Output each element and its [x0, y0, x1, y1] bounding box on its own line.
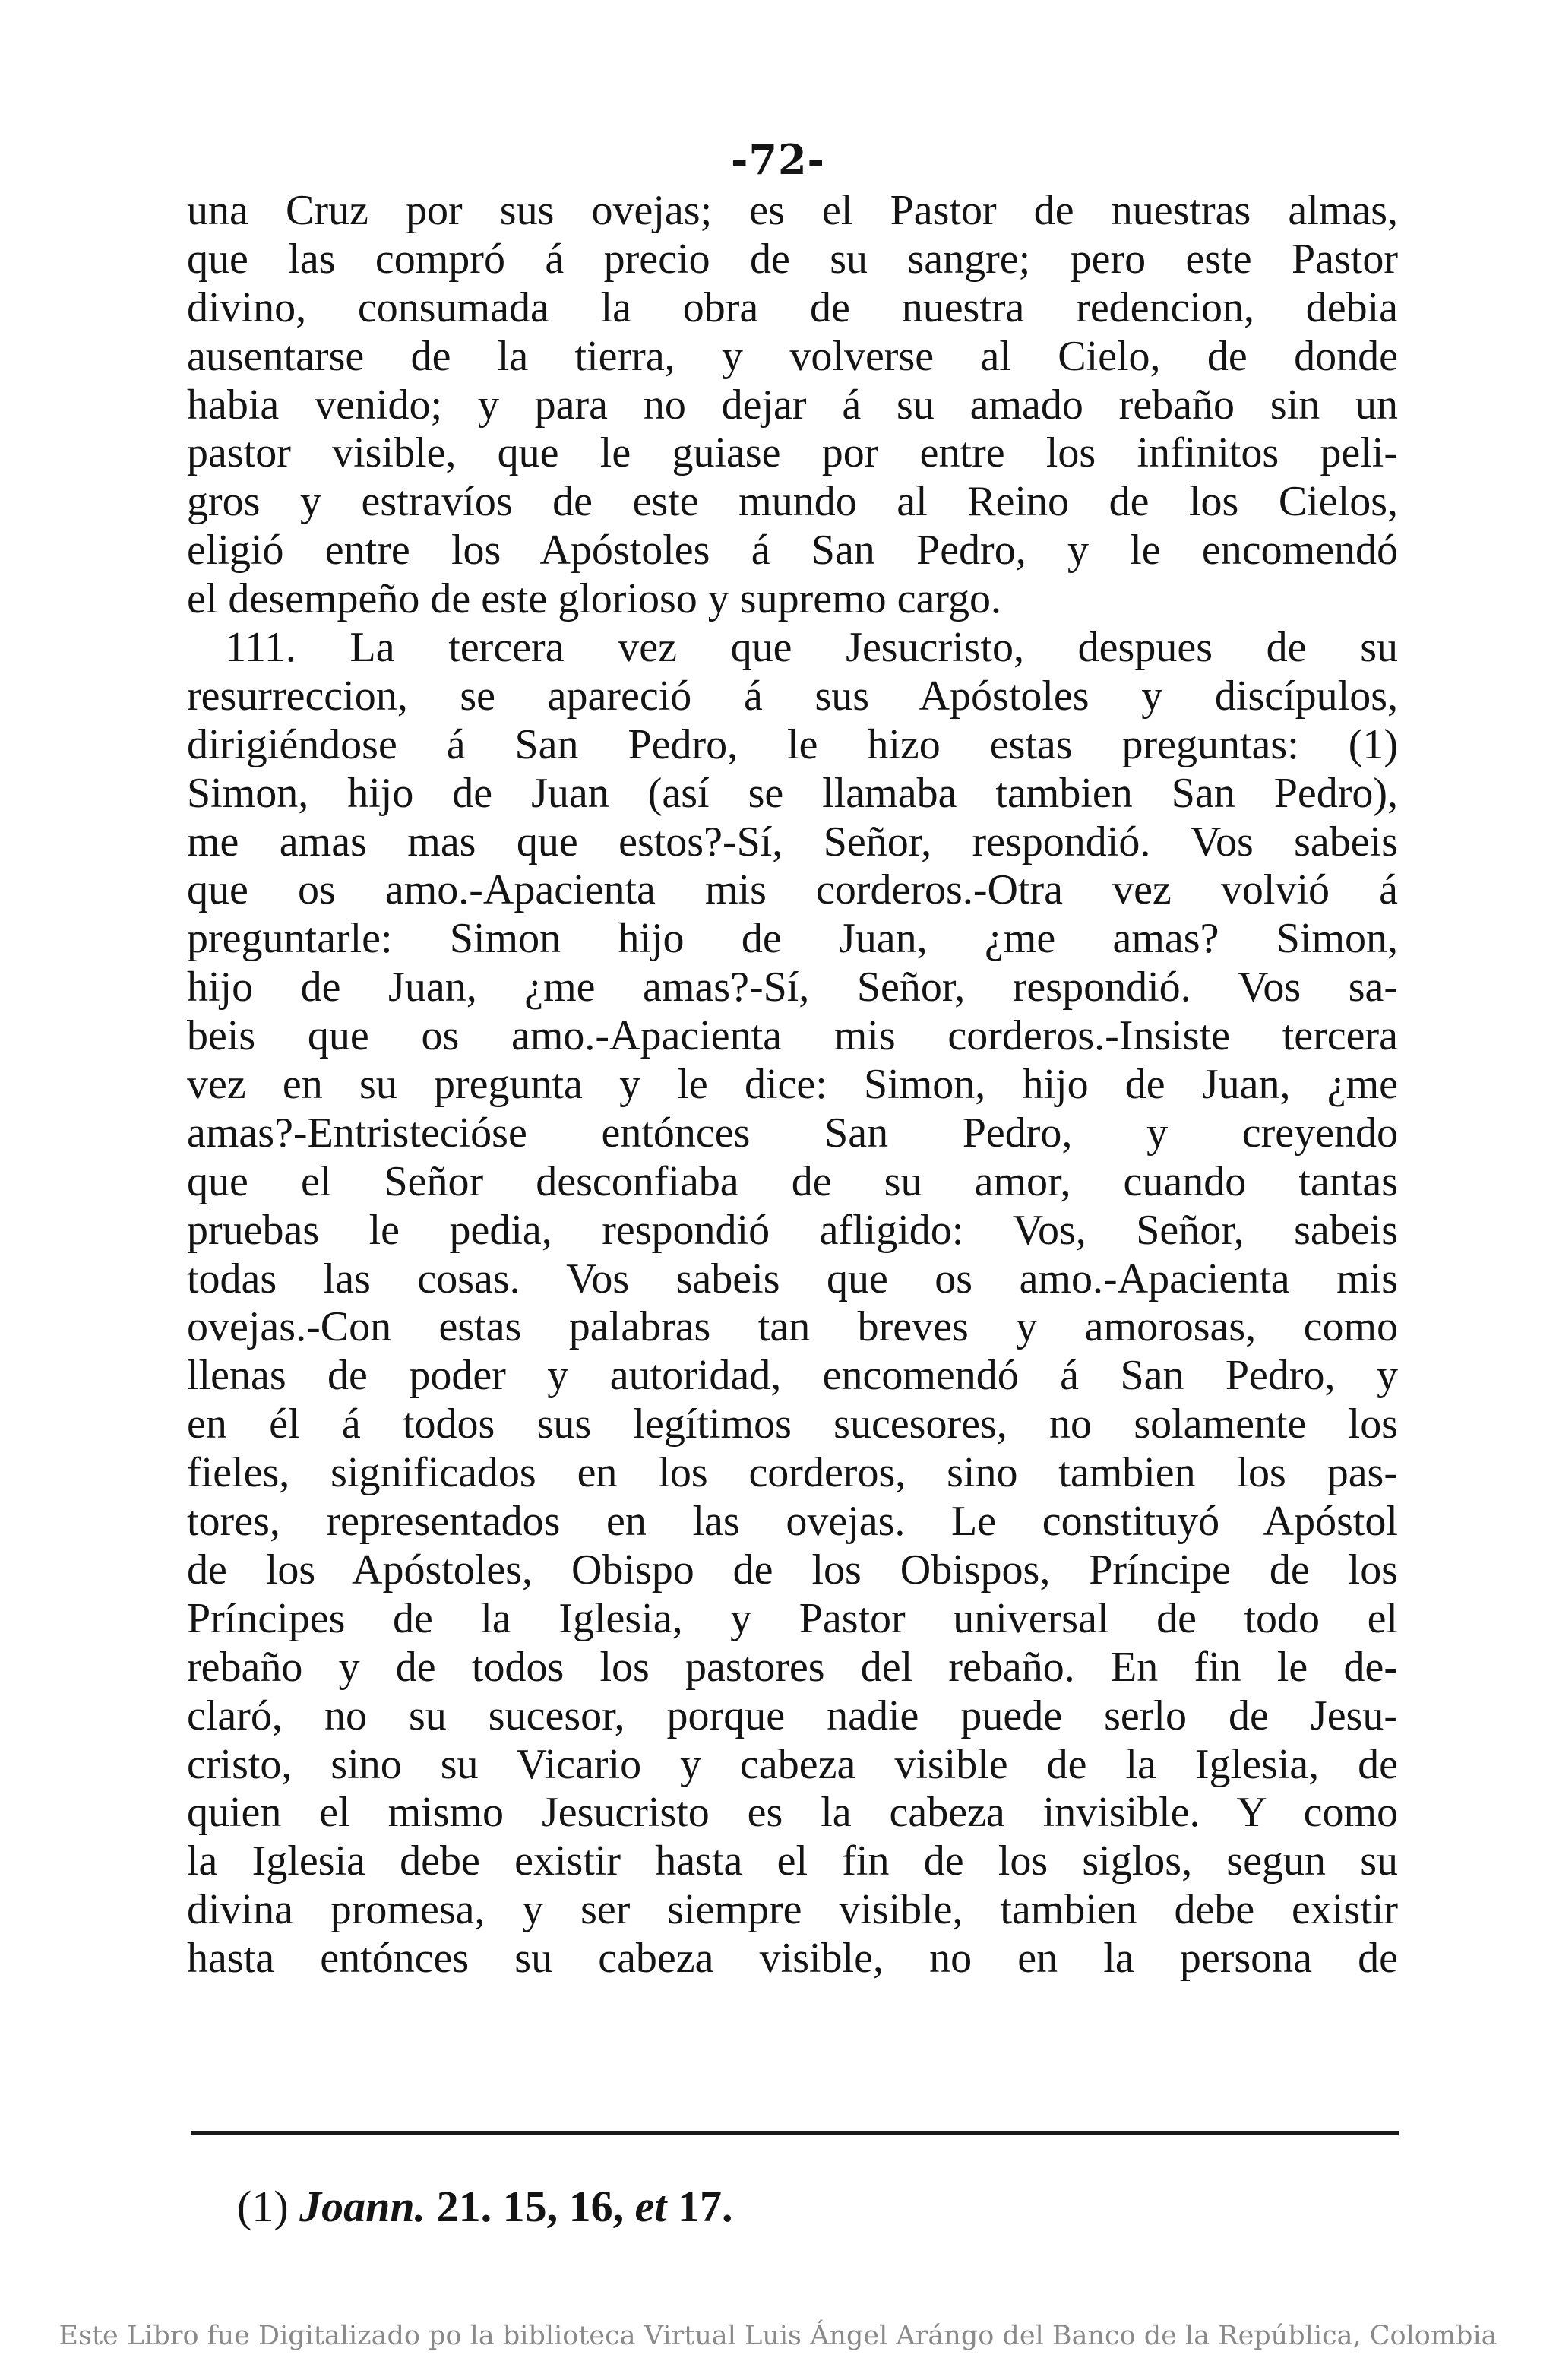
text-line: todas las cosas. Vos sabeis que os amo.-Apacienta mis	[187, 1255, 1398, 1302]
text-line: pastor visible, que le guiase por entre los infinitos peli-	[187, 429, 1398, 477]
body-text	[187, 187, 1398, 1983]
text-line: el desempeño de este glorioso y supremo cargo.	[187, 575, 1002, 623]
text-line: claró, no su sucesor, porque nadie puede serlo de Jesu-	[187, 1692, 1398, 1739]
text-line: dirigiéndose á San Pedro, le hizo estas preguntas: (1)	[187, 720, 1398, 768]
text-line: divino, consumada la obra de nuestra redencion, debia	[187, 283, 1398, 331]
footnote-divider	[191, 2131, 1399, 2135]
text-line: quien el mismo Jesucristo es la cabeza invisible. Y como	[187, 1789, 1398, 1837]
text-line: eligió entre los Apóstoles á San Pedro, y le encomendó	[187, 527, 1398, 574]
footnote-reference: Joann.	[299, 2182, 426, 2231]
text-line: me amas mas que estos?-Sí, Señor, respondió. Vos sabeis	[187, 818, 1398, 866]
paragraph-start-line: 111. La tercera vez que Jesucristo, despues de su	[225, 624, 1398, 672]
text-line: habia venido; y para no dejar á su amado rebaño sin un	[187, 381, 1398, 429]
digitization-watermark: Este Libro fue Digitalizado po la biblioteca Virtual Luis Ángel Arángo del Banco de la República, Colombia	[59, 2321, 1497, 2351]
text-line: hijo de Juan, ¿me amas?-Sí, Señor, respondió. Vos sa-	[187, 964, 1398, 1011]
text-line: divina promesa, y ser siempre visible, tambien debe existir	[187, 1886, 1398, 1934]
text-line: que el Señor desconfiaba de su amor, cuando tantas	[187, 1157, 1398, 1205]
footnote-et: et	[634, 2182, 667, 2231]
text-line: rebaño y de todos los pastores del rebaño. En fin le de-	[187, 1643, 1398, 1691]
text-line: Simon, hijo de Juan (así se llamaba tambien San Pedro),	[187, 769, 1398, 817]
text-line: ovejas.-Con estas palabras tan breves y amorosas, como	[187, 1303, 1398, 1351]
text-line: de los Apóstoles, Obispo de los Obispos, Príncipe de los	[187, 1546, 1398, 1594]
text-line: tores, representados en las ovejas. Le constituyó Apóstol	[187, 1498, 1398, 1546]
text-line: hasta entónces su cabeza visible, no en la persona de	[187, 1935, 1398, 1983]
text-line: Príncipes de la Iglesia, y Pastor universal de todo el	[187, 1594, 1398, 1642]
text-line: beis que os amo.-Apacienta mis corderos.-Insiste tercera	[187, 1012, 1398, 1060]
footnote	[237, 2181, 733, 2232]
text-line: vez en su pregunta y le dice: Simon, hijo de Juan, ¿me	[187, 1061, 1398, 1109]
text-line: cristo, sino su Vicario y cabeza visible de la Iglesia, de	[187, 1740, 1398, 1788]
text-line: en él á todos sus legítimos sucesores, no solamente los	[187, 1400, 1398, 1448]
page-number: -72-	[731, 135, 825, 184]
text-line: una Cruz por sus ovejas; es el Pastor de nuestras almas,	[187, 187, 1398, 234]
text-line: que las compró á precio de su sangre; pero este Pastor	[187, 235, 1398, 283]
text-line: la Iglesia debe existir hasta el fin de los siglos, segun su	[187, 1837, 1398, 1885]
text-line: resurreccion, se apareció á sus Apóstoles y discípulos,	[187, 672, 1398, 720]
text-line: pruebas le pedia, respondió afligido: Vos, Señor, sabeis	[187, 1206, 1398, 1254]
text-line: llenas de poder y autoridad, encomendó á San Pedro, y	[187, 1352, 1398, 1400]
text-line: fieles, significados en los corderos, sino tambien los pas-	[187, 1449, 1398, 1497]
text-line: preguntarle: Simon hijo de Juan, ¿me amas? Simon,	[187, 915, 1398, 963]
text-line: amas?-Entristecióse entónces San Pedro, y creyendo	[187, 1109, 1398, 1157]
text-line: gros y estravíos de este mundo al Reino de los Cielos,	[187, 478, 1398, 526]
text-line: que os amo.-Apacienta mis corderos.-Otra vez volvió á	[187, 866, 1398, 914]
footnote-last-verse: 17.	[678, 2182, 733, 2231]
text-line: ausentarse de la tierra, y volverse al Cielo, de donde	[187, 332, 1398, 380]
footnote-verses: 21. 15, 16,	[436, 2182, 625, 2231]
footnote-mark: (1)	[237, 2182, 289, 2231]
